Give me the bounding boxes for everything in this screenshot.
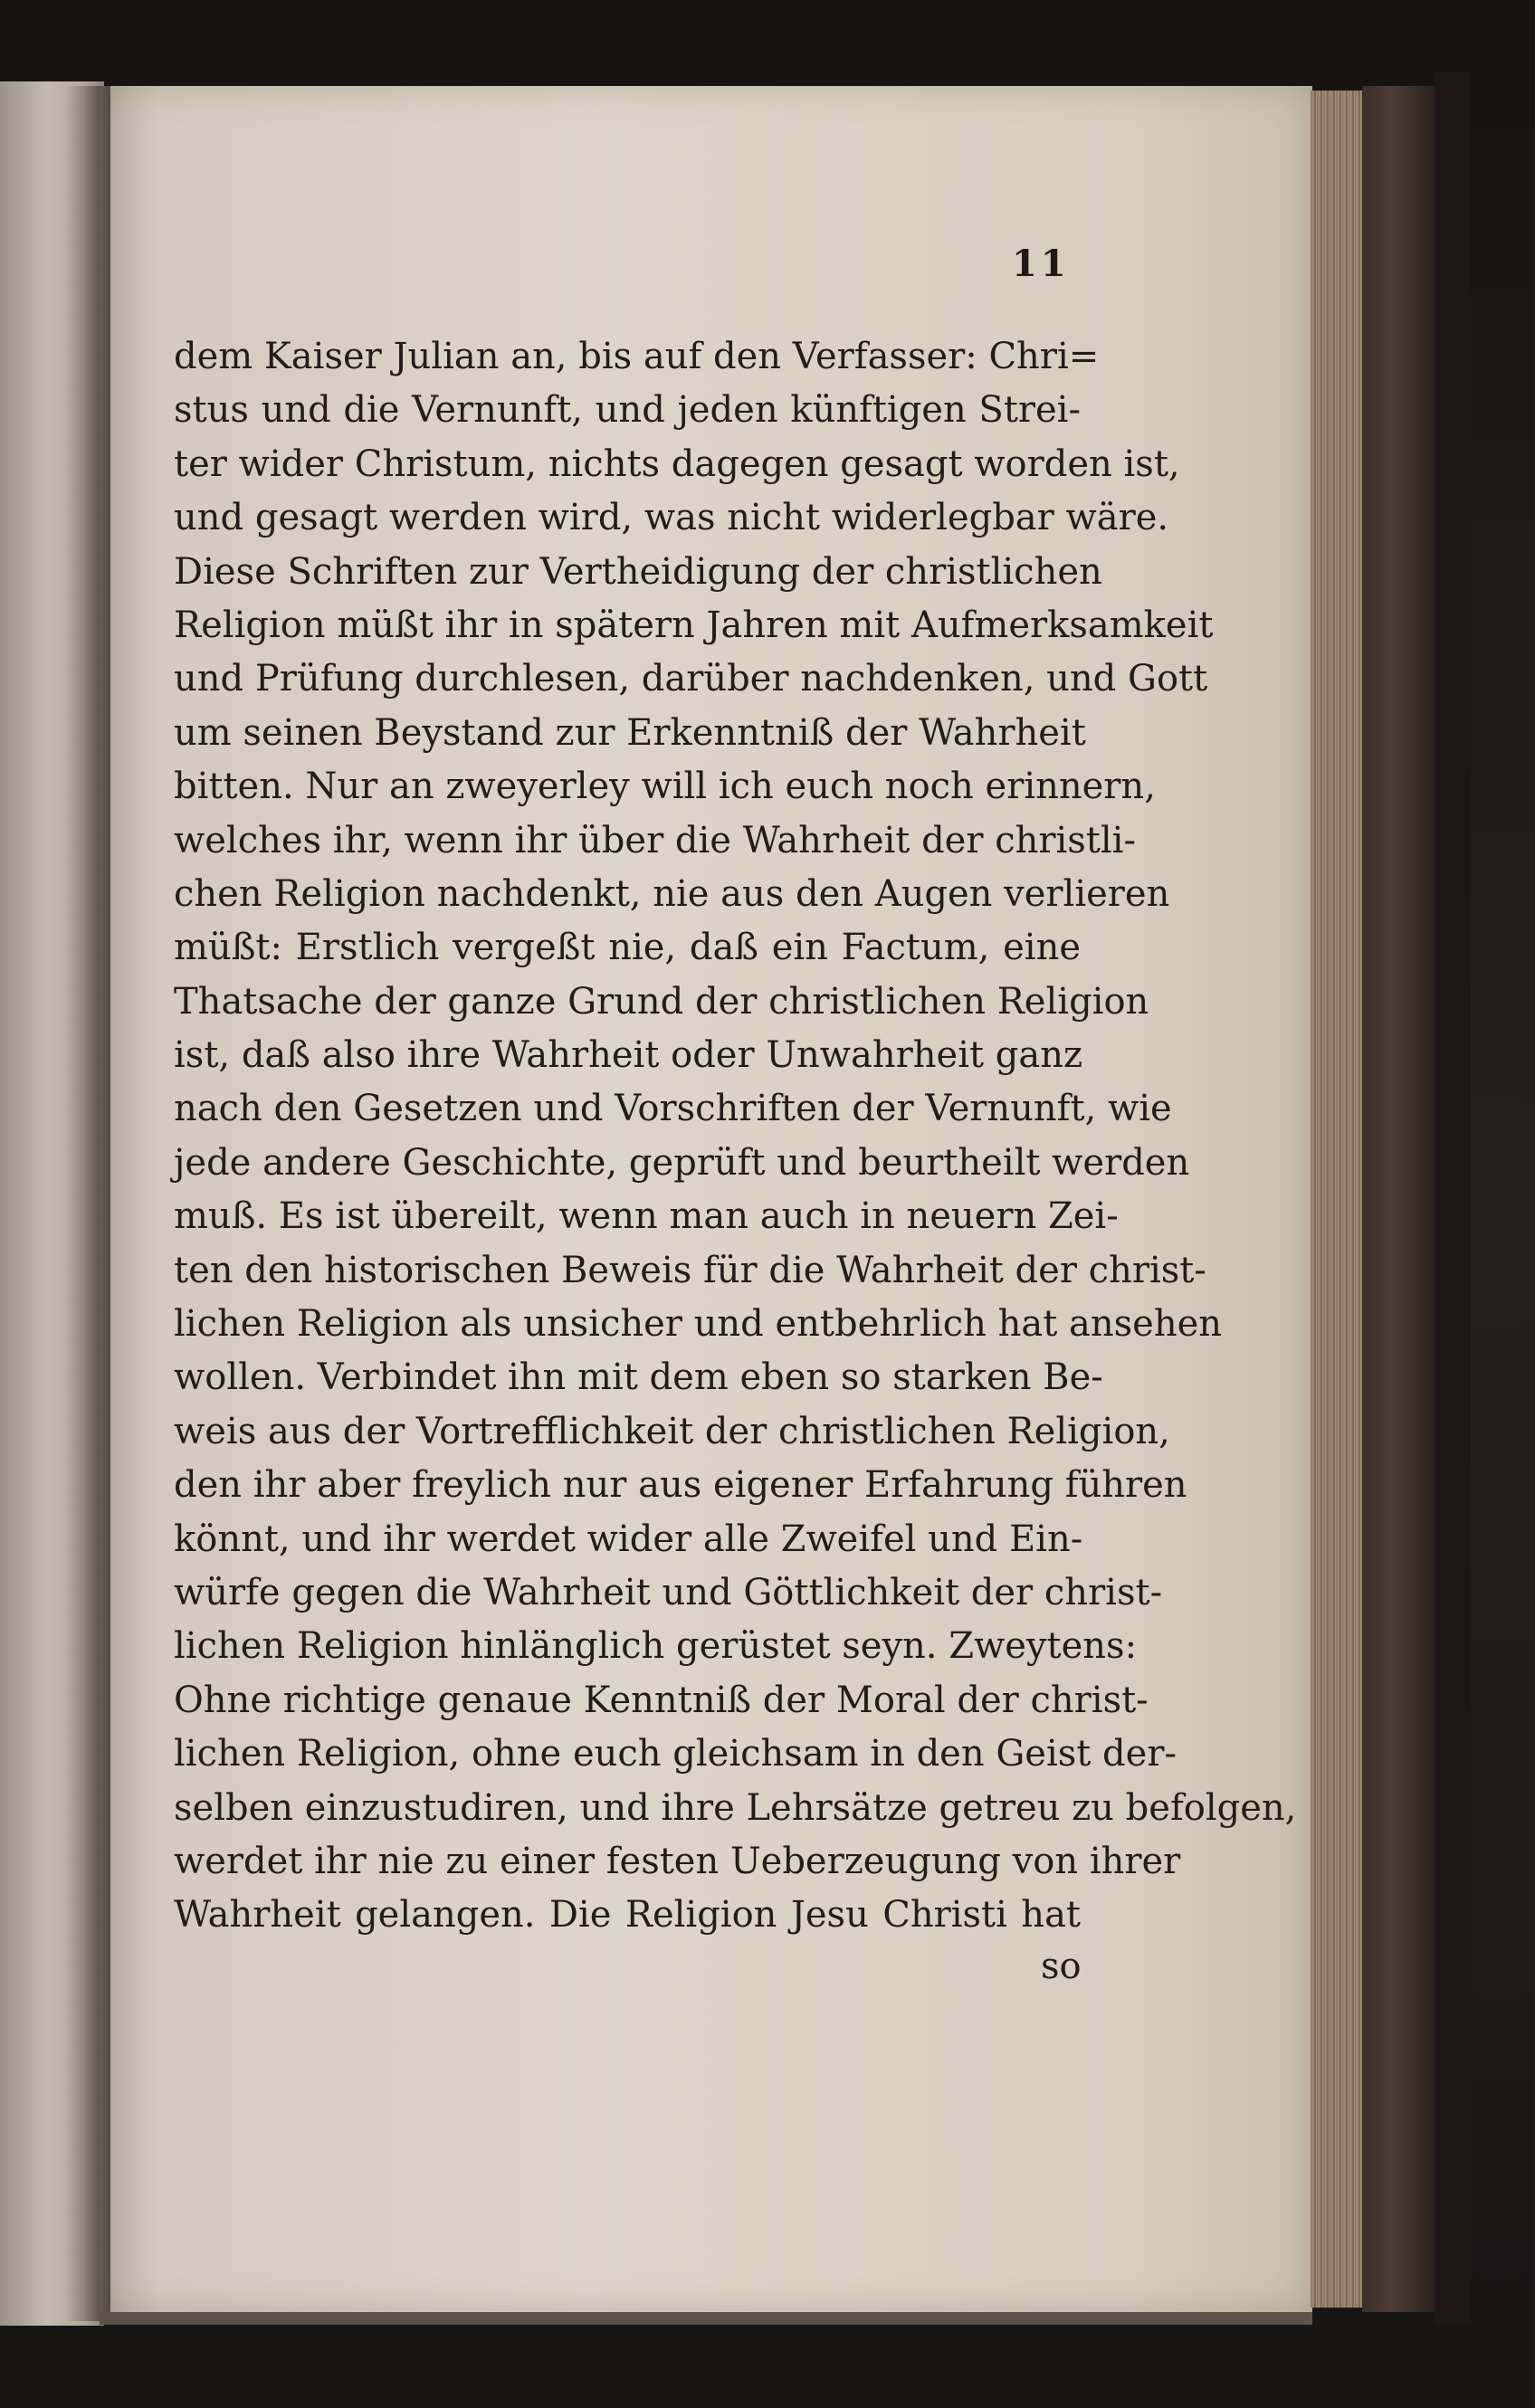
text-line: nach den Gesetzen und Vorschriften der Vernunft, wie [174,1088,1172,1130]
text-line: wollen. Verbindet ihn mit dem eben so starken Be- [174,1356,1103,1399]
text-line: könnt, und ihr werdet wider alle Zweifel und Ein- [174,1518,1083,1560]
text-line: lichen Religion, ohne euch gleichsam in den Geist der- [174,1733,1177,1775]
text-line: weis aus der Vortrefflichkeit der christlichen Religion, [174,1410,1170,1452]
text-line: Ohne richtige genaue Kenntniß der Moral der christ- [174,1679,1149,1721]
text-line: stus und die Vernunft, und jeden künftigen Strei- [174,389,1081,432]
text-line: werdet ihr nie zu einer festen Ueberzeugung von ihrer [174,1840,1181,1882]
text-line: ist, daß also ihre Wahrheit oder Unwahrheit ganz [174,1034,1083,1077]
catchword: so [1041,1946,1082,1987]
text-line: ter wider Christum, nichts dagegen gesagt worden ist, [174,443,1180,485]
text-line: muß. Es ist übereilt, wenn man auch in neuern Zei- [174,1195,1119,1238]
text-line: um seinen Beystand zur Erkenntniß der Wahrheit [174,711,1086,754]
text-line: den ihr aber freylich nur aus eigener Erfahrung führen [174,1464,1187,1507]
text-line: lichen Religion als unsicher und entbehrlich hat ansehen [174,1303,1223,1346]
body-text [174,330,1297,1943]
text-line: würfe gegen die Wahrheit und Göttlichkeit der christ- [174,1571,1163,1613]
text-line: selben einzustudiren, und ihre Lehrsätze getreu zu befolgen, [174,1786,1297,1829]
text-line: ten den historischen Beweis für die Wahrheit der christ- [174,1249,1206,1291]
text-line: lichen Religion hinlänglich gerüstet seyn. Zweytens: [174,1625,1138,1668]
text-line: chen Religion nachdenkt, nie aus den Augen verlieren [174,872,1170,915]
text-line: und gesagt werden wird, was nicht widerlegbar wäre. [174,497,1169,539]
page-bottom-edge [100,2312,1312,2325]
book-gutter [65,86,110,2321]
text-line: Religion müßt ihr in spätern Jahren mit Aufmerksamkeit [174,604,1214,646]
text-line: Diese Schriften zur Vertheidigung der christlichen [174,550,1102,593]
text-line: und Prüfung durchlesen, darüber nachdenken, und Gott [174,658,1208,700]
text-line: Thatsache der ganze Grund der christlichen Religion [174,980,1149,1023]
text-line: welches ihr, wenn ihr über die Wahrheit der christli- [174,819,1136,861]
text-line: bitten. Nur an zweyerley will ich euch noch erinnern, [174,766,1156,808]
text-line: müßt: Erstlich vergeßt nie, daß ein Factum, eine [174,927,1081,969]
book-cover [1362,86,1435,2312]
book-cover-edge [1435,72,1471,2326]
text-line: jede andere Geschichte, geprüft und beurtheilt werden [174,1141,1190,1184]
page-fore-edge [1311,90,1365,2308]
text-line: Wahrheit gelangen. Die Religion Jesu Christi hat [174,1894,1081,1937]
page-number: 11 [1012,243,1070,285]
text-line: dem Kaiser Julian an, bis auf den Verfasser: Chri= [174,336,1100,377]
